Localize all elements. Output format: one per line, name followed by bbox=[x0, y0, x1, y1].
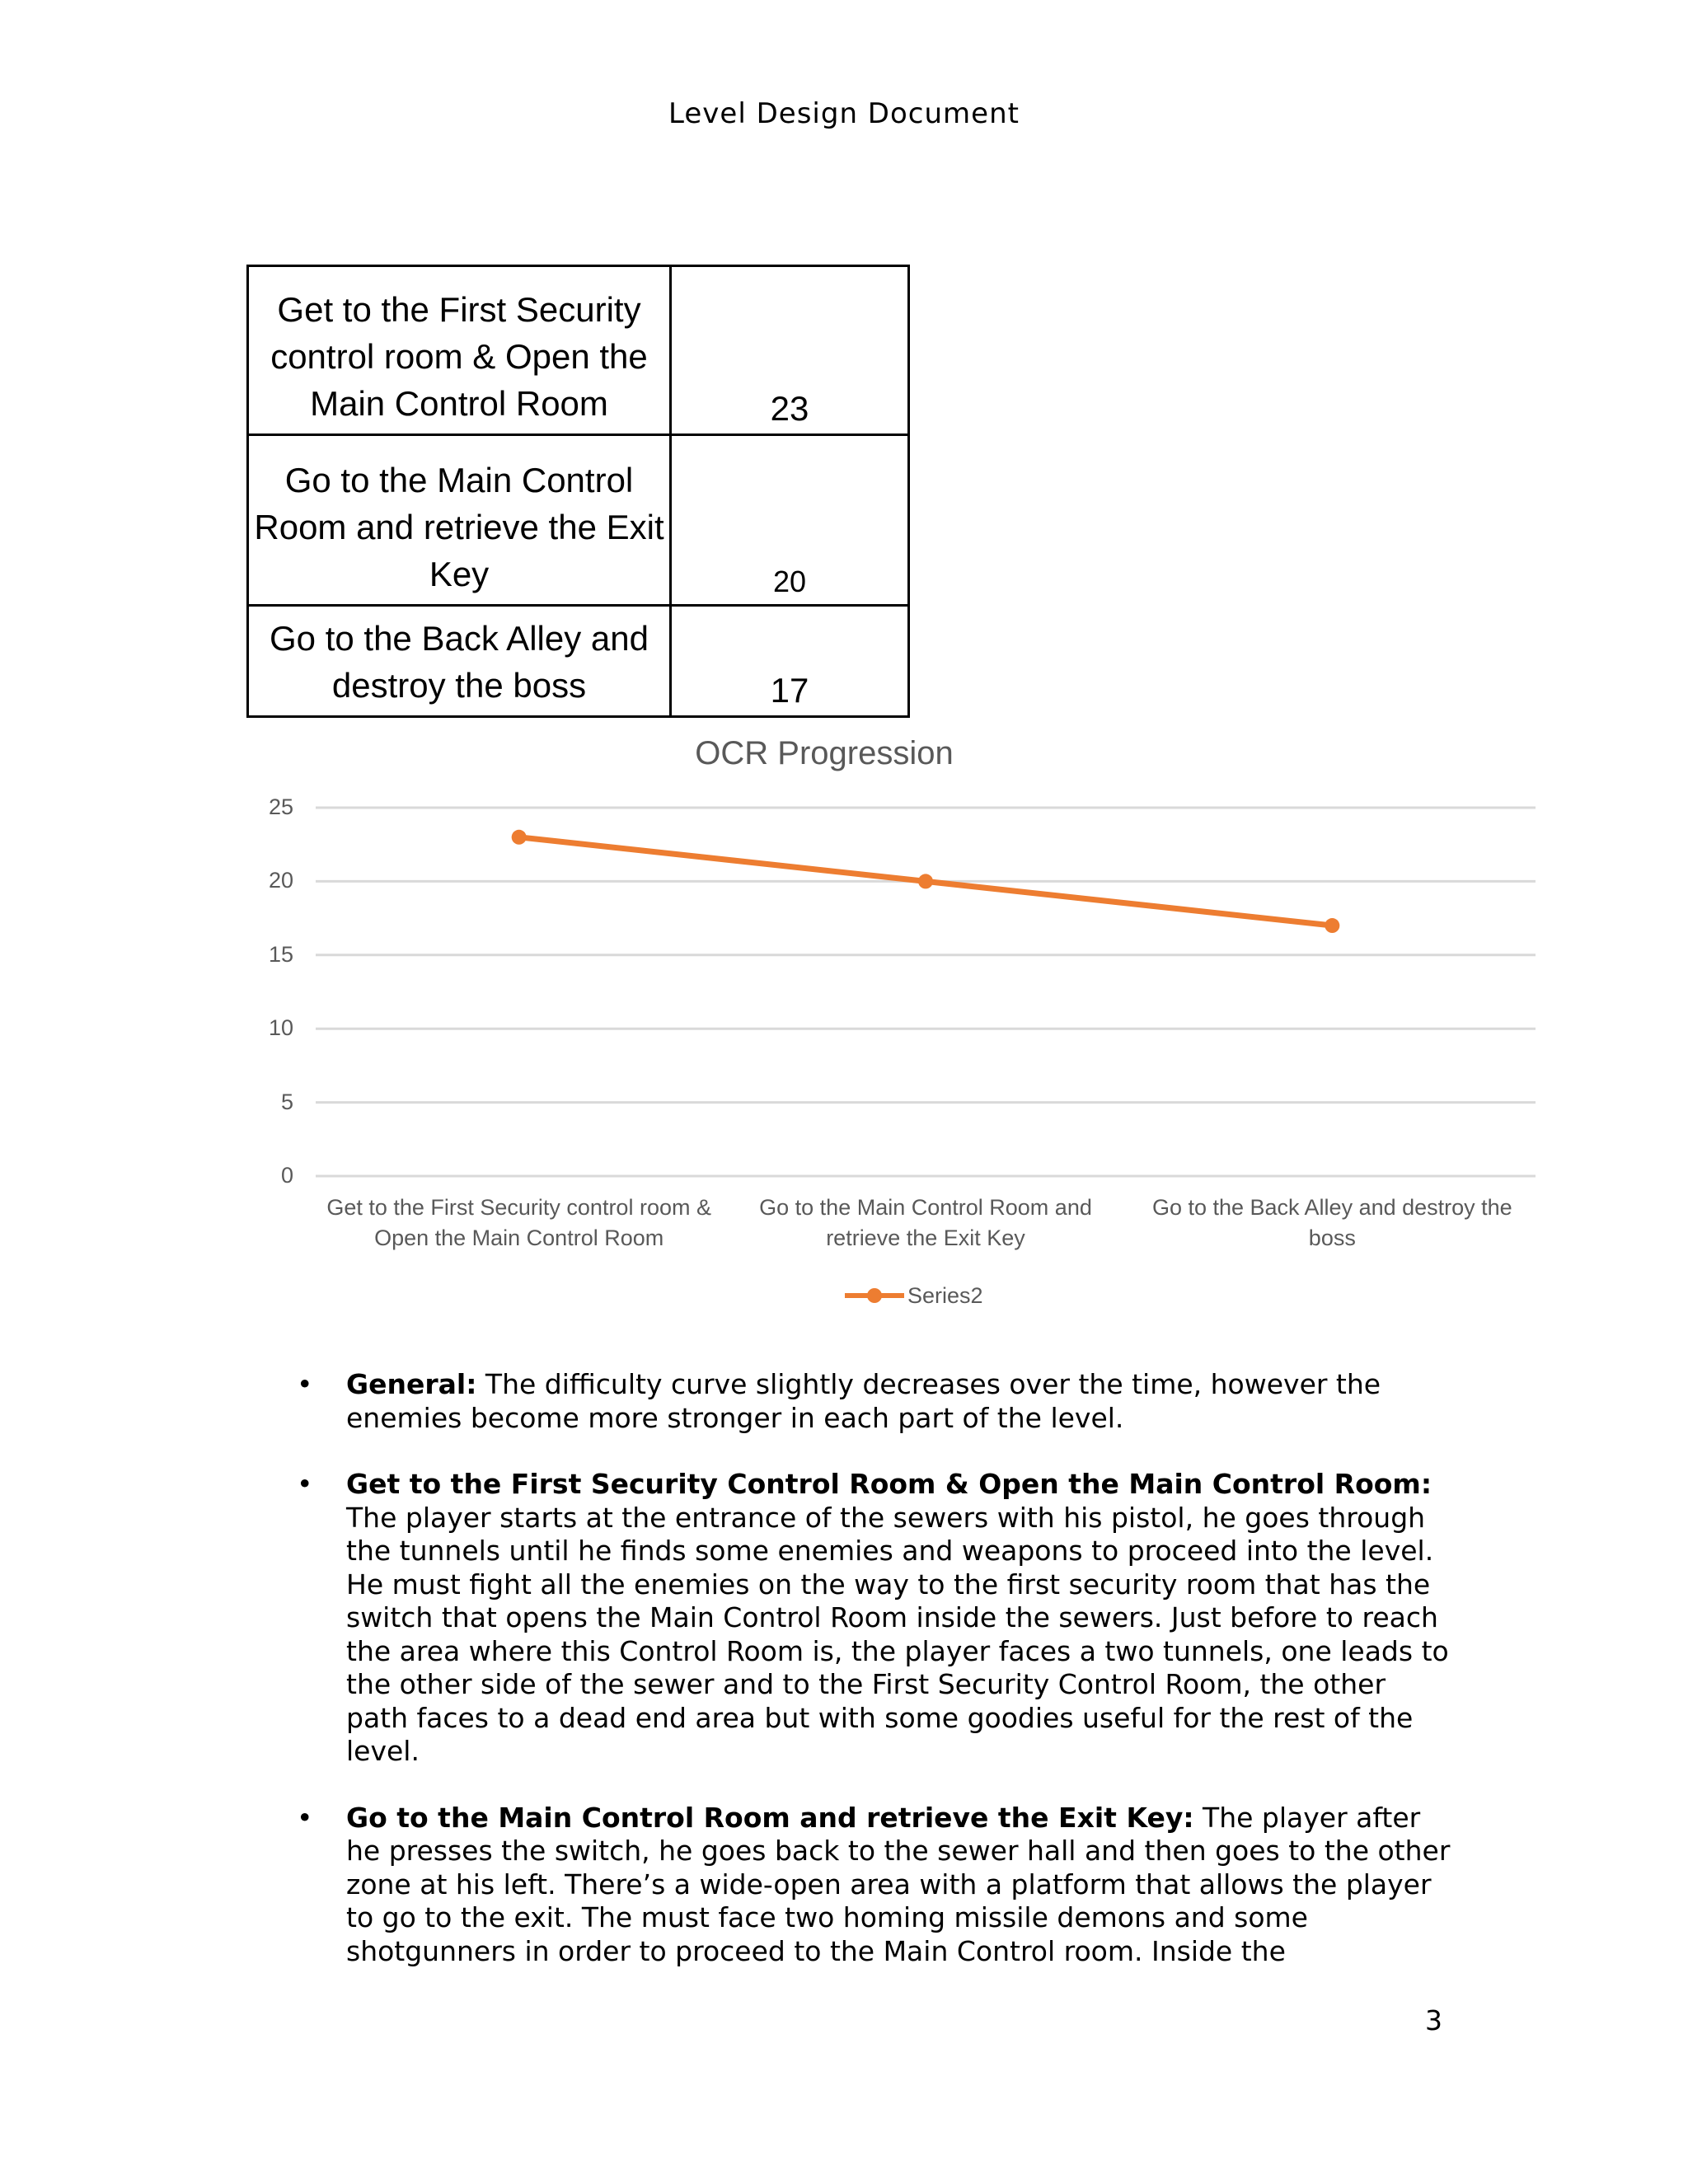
list-item-title: General: bbox=[346, 1368, 477, 1400]
y-tick-label: 20 bbox=[268, 868, 293, 893]
legend-series-label: Series2 bbox=[907, 1282, 983, 1308]
table-row bbox=[248, 606, 909, 717]
list-item bbox=[297, 1368, 1451, 1435]
table-cell-value: 20 bbox=[671, 435, 909, 606]
page-number: 3 bbox=[1425, 2004, 1442, 2036]
table-cell-value: 17 bbox=[671, 606, 909, 717]
data-point bbox=[918, 874, 933, 888]
bullet-icon: • bbox=[297, 1368, 313, 1400]
bullet-icon: • bbox=[297, 1468, 313, 1500]
y-tick-label: 10 bbox=[268, 1015, 293, 1041]
table-row bbox=[248, 435, 909, 606]
table-cell-value: 23 bbox=[671, 266, 909, 435]
y-tick-label: 15 bbox=[268, 941, 293, 967]
table-cell-task: Go to the Main Control Room and retrieve the Exit Key bbox=[248, 435, 671, 606]
list-item-text: The difficulty curve slightly decreases over the time, however the enemies become more stronger in each part of the level. bbox=[346, 1368, 1381, 1434]
ocr-progression-chart bbox=[0, 725, 1688, 1335]
chart-title: OCR Progression bbox=[695, 735, 954, 771]
list-item-title: Get to the First Security Control Room & Open the Main Control Room: bbox=[346, 1468, 1432, 1500]
y-tick-label: 25 bbox=[268, 794, 293, 819]
list-item-title: Go to the Main Control Room and retrieve the Exit Key: bbox=[346, 1801, 1194, 1834]
list-item-text: The player starts at the entrance of the sewers with his pistol, he goes through the tunnels until he finds some enemies and weapons to proceed into the level. He must fight all the enemies on the way to the first security room that has the switch that opens the Main Control Room inside the sewers. Just before to reach the area where this Control Room is, the player faces a two tunnels, one leads to the other side of the sewer and to the First Security Control Room, the other path faces to a dead end area but with some goodies useful for the rest of the level. bbox=[346, 1501, 1449, 1767]
legend-series-marker bbox=[845, 1279, 904, 1312]
y-tick-label: 5 bbox=[280, 1089, 293, 1114]
table-row bbox=[248, 266, 909, 435]
list-item-text: The player after he presses the switch, he goes back to the sewer hall and then goes to the other zone at his left. There’s a wide-open area with a platform that allows the player to go to the exit. The must face two homing missile demons and some shotgunners in order to proceed to the Main Control room. Inside the bbox=[346, 1801, 1451, 1967]
ocr-table bbox=[246, 265, 910, 718]
description-list bbox=[297, 1368, 1451, 2001]
list-item bbox=[297, 1802, 1451, 1969]
data-point bbox=[512, 830, 527, 845]
chart-legend bbox=[845, 1279, 983, 1312]
x-category-label: Go to the Back Alley and destroy the boss bbox=[1151, 1195, 1512, 1250]
table-cell-task: Go to the Back Alley and destroy the boss bbox=[248, 606, 671, 717]
x-category-label: Get to the First Security control room & Open the Main Control Room bbox=[326, 1195, 711, 1250]
y-tick-label: 0 bbox=[280, 1163, 293, 1188]
data-point bbox=[1325, 918, 1339, 933]
list-item bbox=[297, 1468, 1451, 1769]
page-header: Level Design Document bbox=[668, 97, 1020, 130]
bullet-icon: • bbox=[297, 1801, 313, 1834]
x-category-label: Go to the Main Control Room and retrieve the Exit Key bbox=[759, 1195, 1092, 1250]
table-cell-task: Get to the First Security control room & Open the Main Control Room bbox=[248, 266, 671, 435]
